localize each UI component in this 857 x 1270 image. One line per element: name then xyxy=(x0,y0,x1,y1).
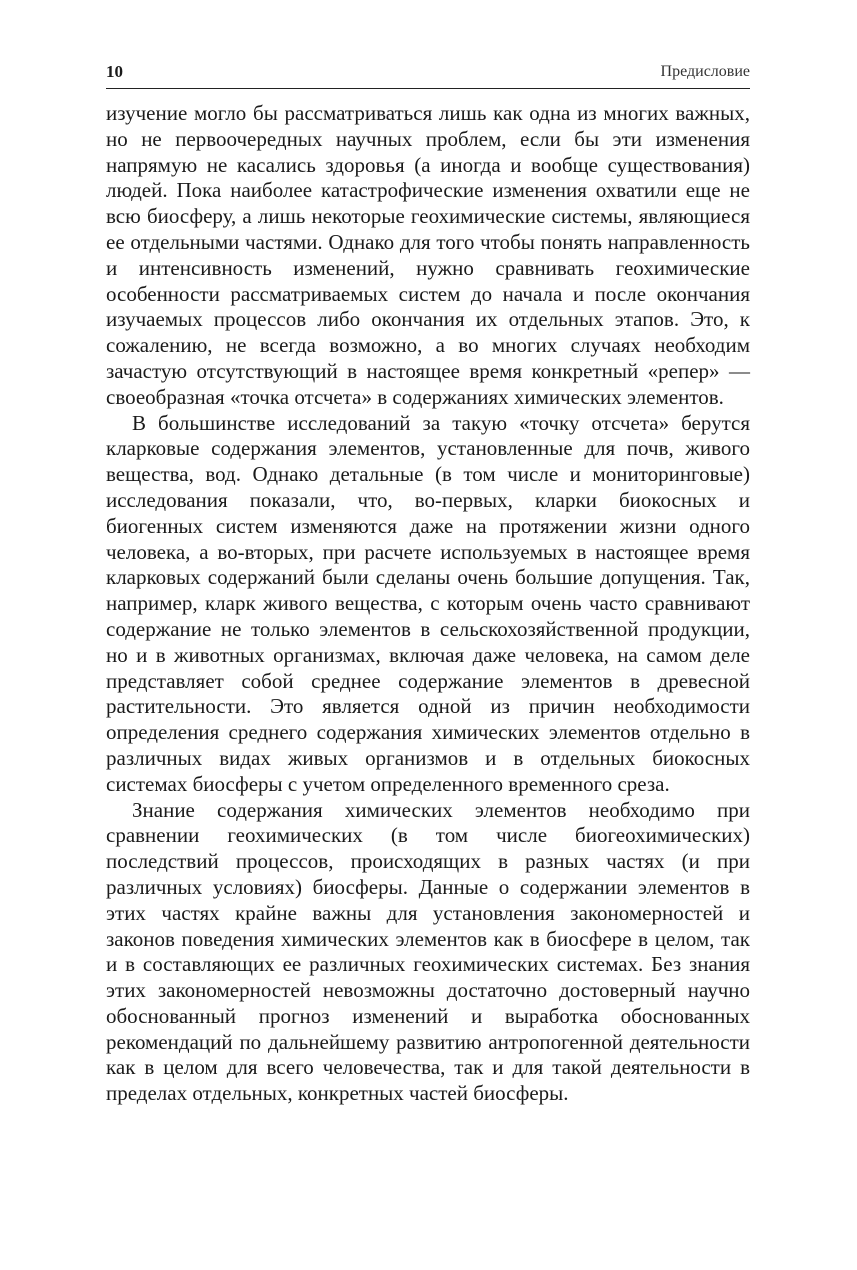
body-text xyxy=(106,101,750,1107)
page-header xyxy=(106,58,750,89)
paragraph: В большинстве исследований за такую «точку отсчета» берутся кларковые содержания элементов, установленные для почв, живого вещества, вод. Однако детальные (в том числе и мониторинговые) исследования показали, что, во-первых, кларки биокосных и биогенных систем изменяются даже на протяжении жизни одного человека, а во-вторых, при расчете используемых в настоящее время кларковых содержаний были сделаны очень большие допущения. Так, например, кларк живого вещества, с которым очень часто сравнивают содержание не только элементов в сельскохозяйственной продукции, но и в животных организмах, включая даже человека, на самом деле представляет собой среднее содержание элементов в древесной растительности. Это является одной из причин необходимости определения среднего содержания химических элементов отдельно в различных видах живых организмов и в отдельных биокосных системах биосферы с учетом определенного временного среза. xyxy=(106,410,750,796)
running-title: Предисловие xyxy=(660,63,750,80)
paragraph: Знание содержания химических элементов необходимо при сравнении геохимических (в том числе биогеохимических) последствий процессов, происходящих в разных частях (и при различных условиях) биосферы. Данные о содержании элементов в этих частях крайне важны для установления закономерностей и законов поведения химических элементов как в биосфере в целом, так и в составляющих ее различных геохимических системах. Без знания этих закономерностей невозможны достаточно достоверный научно обоснованный прогноз изменений и выработка обоснованных рекомендаций по дальнейшему развитию антропогенной деятельности как в целом для всего человечества, так и для такой деятельности в пределах отдельных, конкретных частей биосферы. xyxy=(106,797,750,1106)
paragraph-continued: изучение могло бы рассматриваться лишь как одна из многих важных, но не первоочередных научных проблем, если бы эти изменения напрямую не касались здоровья (а иногда и вообще существования) людей. Пока наиболее катастрофические изменения охватили еще не всю биосферу, а лишь некоторые геохимические системы, являющиеся ее отдельными частями. Однако для того чтобы понять направленность и интенсивность изменений, нужно сравнивать геохимические особенности рассматриваемых систем до начала и после окончания изучаемых процессов либо окончания их отдельных этапов. Это, к сожалению, не всегда возможно, а во многих случаях необходим зачастую отсутствующий в настоящее время конкретный «репер» — своеобразная «точка отсчета» в содержаниях химических элементов. xyxy=(106,101,750,409)
page-number: 10 xyxy=(106,62,123,81)
